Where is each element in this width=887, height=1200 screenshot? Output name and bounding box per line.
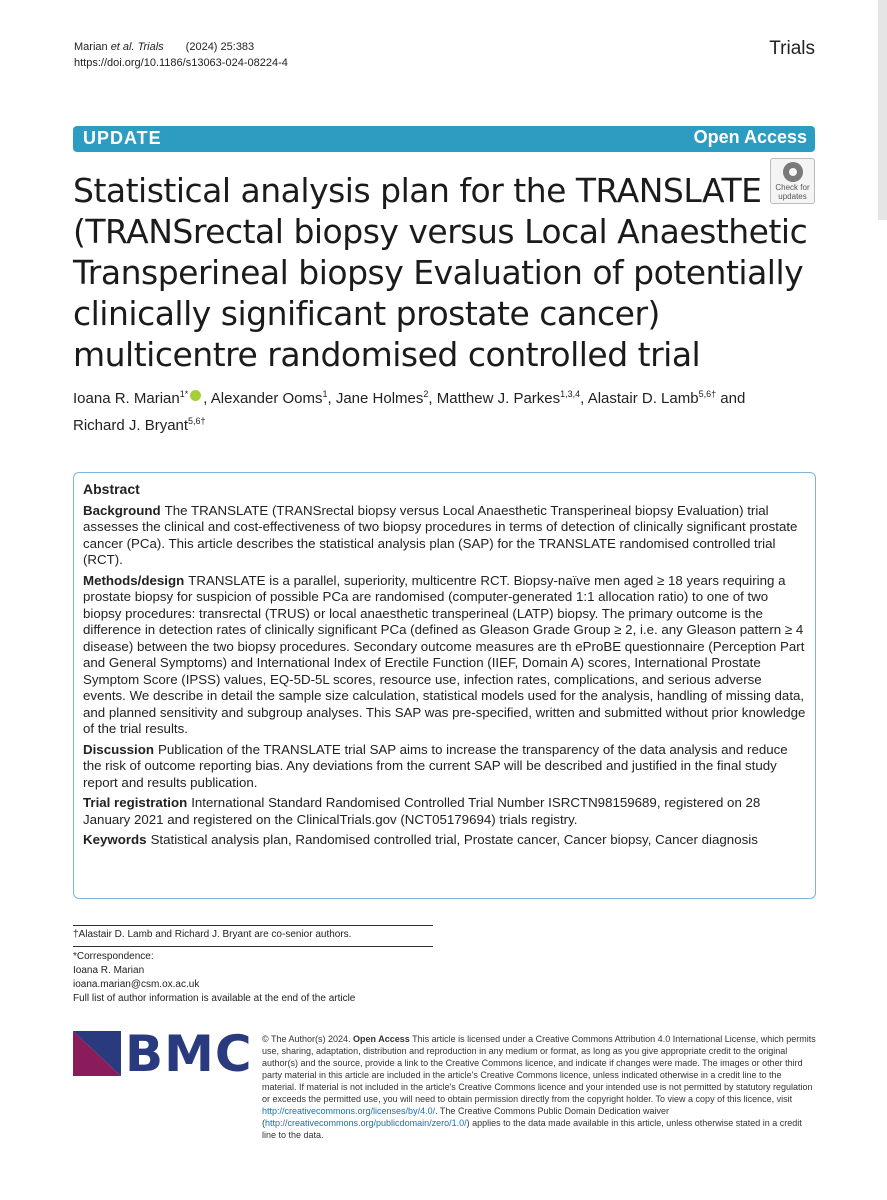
abstract-keywords: Keywords Statistical analysis plan, Randomised controlled trial, Prostate cancer, Cancer biopsy, Cancer diagnosis [83, 832, 758, 847]
citation-volume: (2024) 25:383 [185, 41, 255, 53]
correspondence-email[interactable]: ioana.marian@csm.ox.ac.uk [73, 979, 200, 990]
author-name[interactable]: Ioana R. Marian [73, 390, 180, 407]
author-name[interactable]: Matthew J. Parkes [436, 390, 561, 407]
crossmark-icon [783, 162, 803, 182]
abstract-background: Background The TRANSLATE (TRANSrectal biopsy versus Local Anaesthetic Transperineal biopsy Evaluation) trial assesses the clinical and cost-effectiveness of two biopsy procedures in terms of detection of clinically significant prostate cancer (PCa). This article describes the statistical analysis plan (SAP) for the TRANSLATE randomised controlled trial (RCT). [83, 502, 798, 567]
abstract-trial-registration: Trial registration International Standard Randomised Controlled Trial Number ISRCTN98159689, registered on 28 January 2021 and registered on the ClinicalTrials.gov (NCT05179694) trials registry. [83, 795, 761, 827]
cosenior-footnote: †Alastair D. Lamb and Richard J. Bryant are co-senior authors. [73, 929, 352, 940]
abstract-box [73, 472, 816, 899]
bmc-logo[interactable] [73, 1025, 253, 1083]
check-updates-line2: updates [778, 192, 807, 201]
author-name[interactable]: Richard J. Bryant [73, 417, 189, 434]
cc-by-link[interactable]: http://creativecommons.org/licenses/by/4.0/ [262, 1106, 436, 1116]
abstract-heading: Abstract [83, 481, 140, 497]
author-name[interactable]: Jane Holmes [335, 390, 424, 407]
author-name[interactable]: Alastair D. Lamb [587, 390, 699, 407]
author-list: Ioana R. Marian$^{1*}$ , Alexander Ooms$^1$, Jane Holmes$^2$, Matthew J. Parkes$^{1,3,4}$, Alastair D. Lamb$^{5,6\dagger}$ and Richard J. Bryant$^{5,6\dagger}$ [73, 389, 746, 434]
doi-link[interactable]: https://doi.org/10.1186/s13063-024-08224-4 [74, 57, 288, 69]
footnote-divider [73, 925, 433, 926]
citation-journal: et al. Trials [110, 41, 164, 53]
correspondence-block: *Correspondence: Ioana R. Marian ioana.marian@csm.ox.ac.uk Full list of author information is available at the end of the article [73, 950, 473, 1006]
license-text: © The Author(s) 2024. Open Access This article is licensed under a Creative Commons Attribution 4.0 International License, which permits use, sharing, adaptation, distribution and reproduction in any medium or format, as long as you give appropriate credit to the original author(s) and the source, provide a link to the Creative Commons licence, and indicate if changes were made. The images or other third party material in this article are included in the article's Creative Commons licence, unless indicated otherwise in a credit line to the material. If material is not included in the article's Creative Commons licence and your intended use is not permitted by statutory regulation or exceeds the permitted use, you will need to obtain permission directly from the copyright holder. To view a copy of this licence, visit http://creativecommons.org/licenses/by/4.0/. The Creative Commons Public Domain Dedication waiver (http://creativecommons.org/publicdomain/zero/1.0/) applies to the data made available in this article, unless otherwise stated in a credit line to the data. [262, 1034, 816, 1140]
abstract-discussion: Discussion Publication of the TRANSLATE trial SAP aims to increase the transparency of the data analysis and reduce the risk of outcome reporting bias. Any deviations from the current SAP will be described and justified in the final study report and results publication. [83, 741, 788, 790]
citation-authors: Marian [74, 41, 108, 53]
article-title: Statistical analysis plan for the TRANSLATE (TRANSrectal biopsy versus Local Anaesthetic Transperineal biopsy Evaluation of potentially clinically significant prostate cancer) multicentre randomised controlled trial [73, 171, 808, 374]
scrollbar[interactable] [878, 0, 887, 220]
cc0-link[interactable]: http://creativecommons.org/publicdomain/zero/1.0/ [265, 1118, 467, 1128]
check-updates-line1: Check for [775, 183, 810, 192]
check-for-updates-button[interactable] [770, 158, 815, 204]
article-type-label: UPDATE [83, 128, 162, 148]
bmc-logo-text: BMC [125, 1025, 253, 1083]
journal-name: Trials [769, 38, 815, 59]
author-name[interactable]: Alexander Ooms [210, 390, 323, 407]
article-type-banner [73, 126, 815, 152]
abstract-methods: Methods/design TRANSLATE is a parallel, superiority, multicentre RCT. Biopsy-naïve men aged ≥ 18 years requiring a prostate biopsy for suspicion of possible PCa are randomised (computer-generated 1:1 allocation ratio) to one of two biopsy procedures: transrectal (TRUS) or local anaesthetic transperineal (LATP) biopsy. The primary outcome is the difference in detection rates of clinically significant PCa (defined as Gleason Grade Group ≥ 2, i.e. any Gleason pattern ≥ 4 disease) between the two biopsy procedures. Secondary outcome measures are th eProBE questionnaire (Perception Part and General Symptoms) and International Index of Erectile Function (IIEF, Domain A) scores, International Prostate Symptom Score (IPSS) values, EQ-5D-5L scores, resource use, infection rates, complications, and serious adverse events. We describe in detail the sample size calculation, statistical models used for the analysis, handling of missing data, and planned sensitivity and subgroup analyses. This SAP was pre-specified, written and submitted without prior knowledge of the trial results. [83, 572, 806, 736]
open-access-label: Open Access [693, 127, 807, 147]
footnote-divider [73, 946, 433, 947]
orcid-icon[interactable] [190, 390, 201, 401]
bmc-logo-mark [73, 1031, 121, 1076]
citation-header [74, 39, 288, 71]
